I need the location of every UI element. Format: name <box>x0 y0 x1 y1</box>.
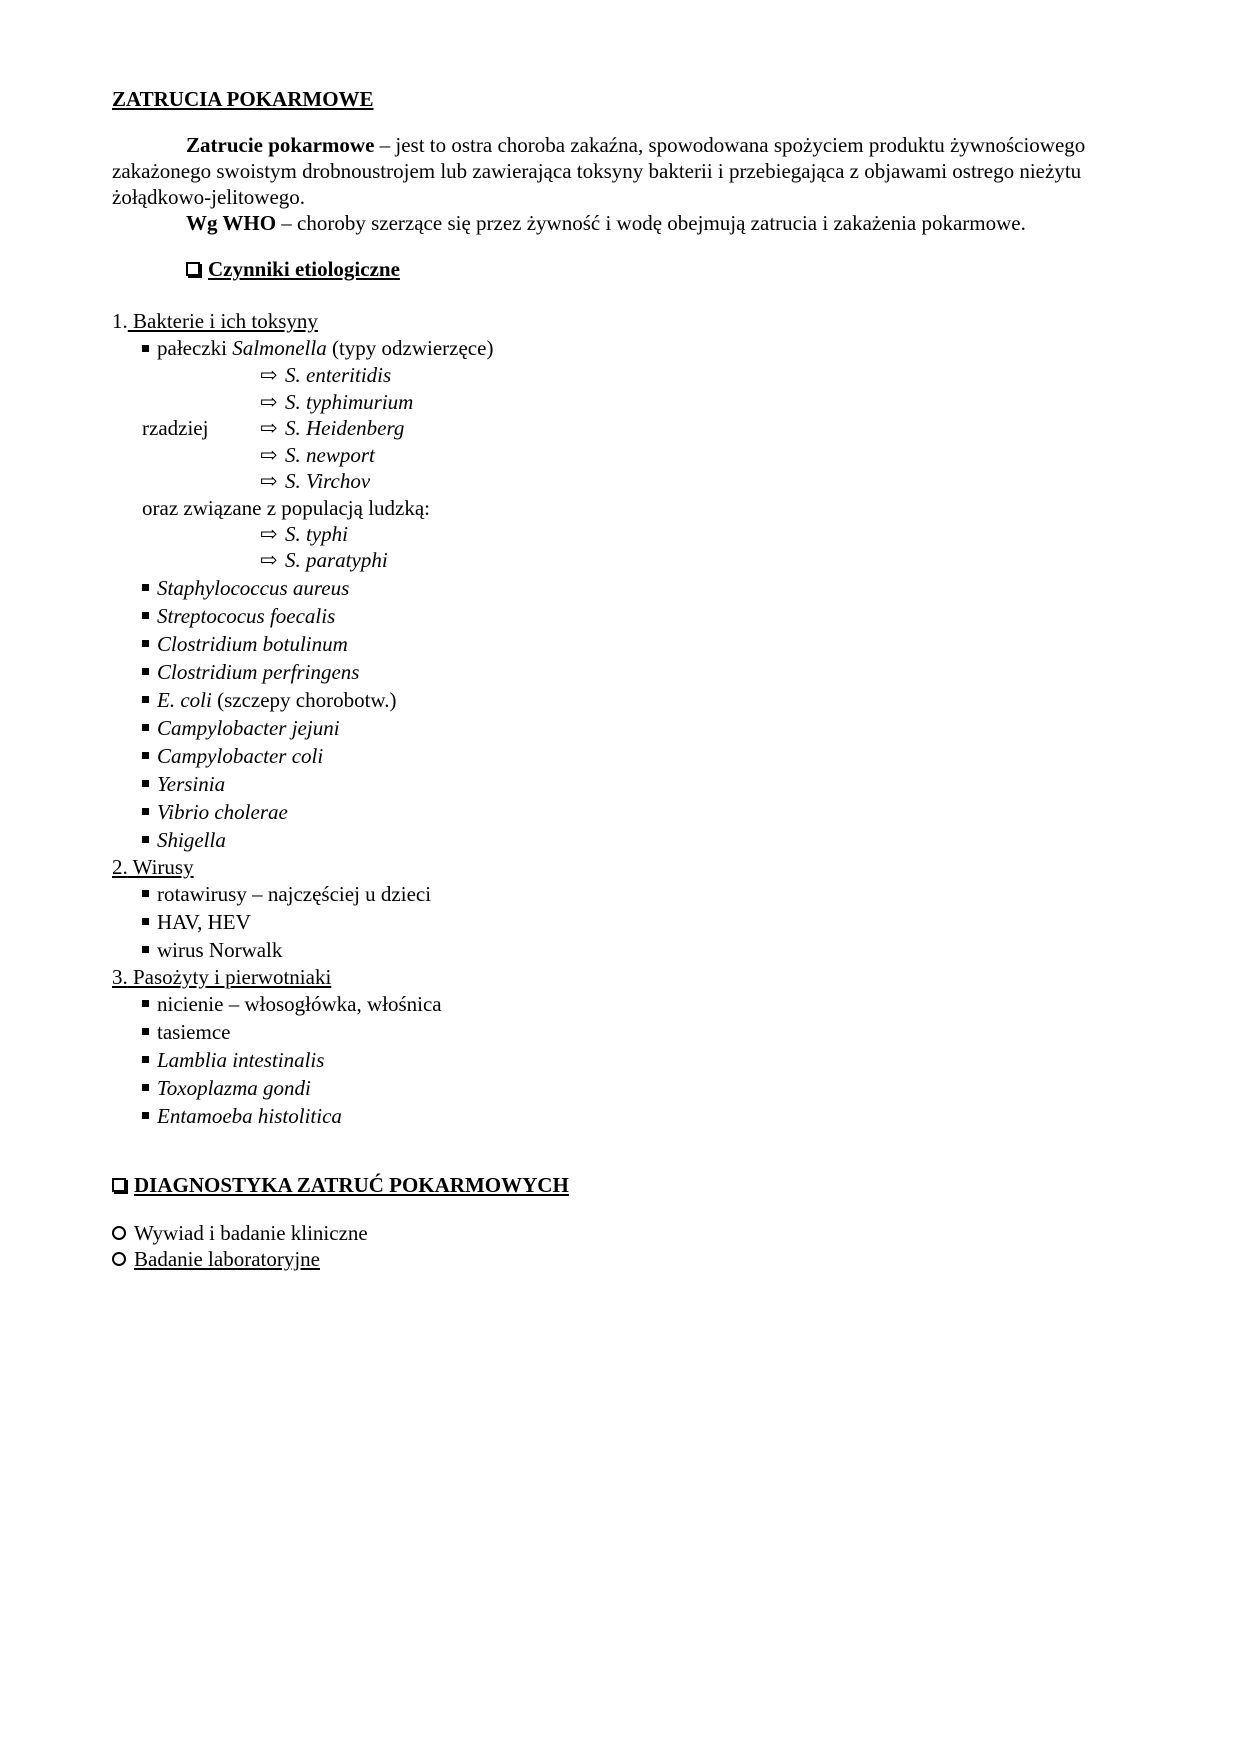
list-item-text: wirus Norwalk <box>157 937 283 962</box>
species-name: Staphylococcus aureus <box>157 575 350 600</box>
list-item-text: tasiemce <box>157 1019 231 1044</box>
who-paragraph <box>112 210 1132 236</box>
category-number: 2. <box>112 854 128 879</box>
bullet-icon <box>142 1000 149 1007</box>
who-definition: – choroby szerzące się przez żywność i wodę obejmują zatrucia i zakażenia pokarmowe. <box>276 211 1026 235</box>
checkbox-square-icon <box>186 262 200 276</box>
circle-icon <box>112 1226 126 1240</box>
list-item <box>112 826 1132 854</box>
list-item-text: rotawirusy – najczęściej u dzieci <box>157 881 432 906</box>
strain-item <box>112 521 1132 548</box>
bullet-icon <box>142 696 149 703</box>
bullet-icon <box>142 668 149 675</box>
strain-name: S. Virchov <box>285 469 371 493</box>
list-item <box>112 908 1132 936</box>
strain-name: S. newport <box>285 442 375 467</box>
arrow-right-icon: ⇨ <box>260 548 278 572</box>
bullet-icon <box>142 808 149 815</box>
intro-definition: – jest to ostra choroba zakaźna, spowodowana spożyciem produktu żywnościowego zakażonego swoistym drobnoustrojem lub zawierająca toksyny bakterii i przebiegająca z objawami ostrego nieżytu żołądkowo-jelitowego. <box>112 133 1086 209</box>
list-item <box>112 1046 1132 1074</box>
diagnostics-item-text: Badanie laboratoryjne <box>134 1246 321 1271</box>
bullet-icon <box>142 1112 149 1119</box>
circle-icon <box>112 1252 126 1266</box>
list-item <box>112 574 1132 602</box>
bullet-icon <box>142 584 149 591</box>
species-name: Campylobacter jejuni <box>157 715 340 740</box>
intro-term: Zatrucie pokarmowe <box>186 133 375 157</box>
bullet-icon <box>142 1056 149 1063</box>
rarely-label: rzadziej <box>142 416 209 440</box>
species-name: Streptococus foecalis <box>157 603 336 628</box>
species-name: Entamoeba histolitica <box>157 1103 342 1128</box>
list-item <box>112 630 1132 658</box>
bullet-icon <box>142 890 149 897</box>
bullet-icon <box>142 612 149 619</box>
species-name: Salmonella <box>232 336 327 360</box>
arrow-right-icon: ⇨ <box>260 521 278 546</box>
species-name: Lamblia intestinalis <box>157 1047 325 1072</box>
list-item <box>112 798 1132 826</box>
strain-item <box>112 442 1132 469</box>
list-item <box>112 742 1132 770</box>
list-item <box>112 936 1132 964</box>
category-label: Bakterie i ich toksyny <box>127 309 318 333</box>
list-item-text: HAV, HEV <box>157 909 251 934</box>
list-item <box>112 658 1132 686</box>
arrow-right-icon: ⇨ <box>260 363 278 387</box>
bullet-icon <box>142 724 149 731</box>
checkbox-square-icon <box>112 1178 126 1192</box>
diagnostics-item-text: Wywiad i badanie kliniczne <box>134 1220 368 1245</box>
etiology-heading <box>186 256 1132 282</box>
strain-item <box>112 468 1132 495</box>
list-item-text: (szczepy chorobotw.) <box>211 687 397 712</box>
list-item-text: (typy odzwierzęce) <box>326 336 494 360</box>
bullet-icon <box>142 1028 149 1035</box>
strain-name: S. typhi <box>285 521 348 546</box>
list-item <box>112 714 1132 742</box>
list-item <box>112 686 1132 714</box>
list-item <box>112 334 1132 362</box>
intro-paragraph <box>112 132 1132 210</box>
species-name: Clostridium perfringens <box>157 659 360 684</box>
bullet-icon <box>142 780 149 787</box>
diagnostics-heading-text: DIAGNOSTYKA ZATRUĆ POKARMOWYCH <box>134 1172 569 1197</box>
bullet-icon <box>142 946 149 953</box>
strain-name: S. Heidenberg <box>285 416 405 440</box>
list-item <box>112 770 1132 798</box>
category-label: Pasożyty i pierwotniaki <box>127 964 332 989</box>
list-item <box>112 1018 1132 1046</box>
strain-item <box>112 362 1132 389</box>
species-name: Campylobacter coli <box>157 743 324 768</box>
list-item <box>112 1102 1132 1130</box>
species-name: Shigella <box>157 827 226 852</box>
list-item <box>112 602 1132 630</box>
bullet-icon <box>142 752 149 759</box>
category-bacteria <box>112 308 1132 334</box>
category-number: 1. <box>112 309 128 333</box>
strain-name: S. enteritidis <box>285 363 392 387</box>
species-name: Toxoplazma gondi <box>157 1075 311 1100</box>
species-name: E. coli <box>157 687 212 712</box>
diagnostics-item <box>112 1220 1132 1246</box>
bullet-icon <box>142 345 149 352</box>
document-page <box>112 86 1132 1272</box>
document-title: ZATRUCIA POKARMOWE <box>112 87 374 111</box>
category-label: Wirusy <box>127 854 194 879</box>
strain-item <box>112 415 1132 442</box>
arrow-right-icon: ⇨ <box>260 469 278 493</box>
diagnostics-item <box>112 1246 1132 1272</box>
species-name: Clostridium botulinum <box>157 631 348 656</box>
who-term: Wg WHO <box>186 211 277 235</box>
list-item <box>112 880 1132 908</box>
bullet-icon <box>142 1084 149 1091</box>
strain-item <box>112 389 1132 416</box>
strain-item <box>112 547 1132 574</box>
bullet-icon <box>142 836 149 843</box>
category-number: 3. <box>112 964 128 989</box>
category-parasites <box>112 964 1132 990</box>
list-item <box>112 1074 1132 1102</box>
diagnostics-heading <box>112 1172 1132 1198</box>
species-name: Yersinia <box>157 771 226 796</box>
bullet-icon <box>142 918 149 925</box>
list-item <box>112 990 1132 1018</box>
strain-name: S. typhimurium <box>285 389 414 414</box>
list-item-text: pałeczki <box>157 336 233 360</box>
arrow-right-icon: ⇨ <box>260 389 278 414</box>
list-item-text: nicienie – włosogłówka, włośnica <box>157 991 442 1016</box>
human-population-label: oraz związane z populacją ludzką: <box>142 495 431 520</box>
bullet-icon <box>142 640 149 647</box>
category-viruses <box>112 854 1132 880</box>
etiology-heading-text: Czynniki etiologiczne <box>208 257 400 281</box>
arrow-right-icon: ⇨ <box>260 416 278 440</box>
species-name: Vibrio cholerae <box>157 799 288 824</box>
arrow-right-icon: ⇨ <box>260 442 278 467</box>
strain-name: S. paratyphi <box>285 548 388 572</box>
